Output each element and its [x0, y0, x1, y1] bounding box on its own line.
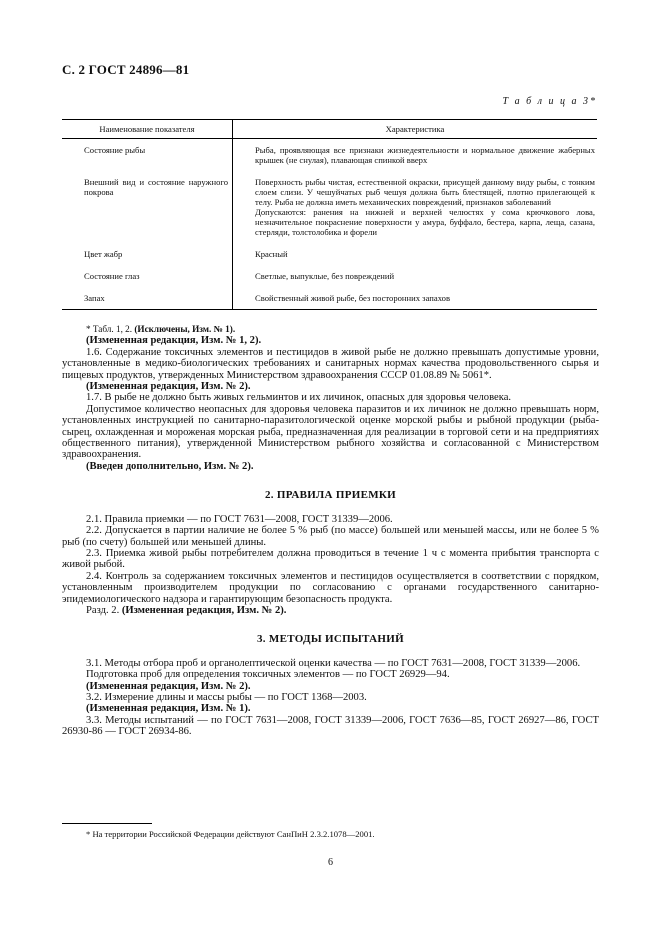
- amendment-note: (Измененная редакция, Изм. № 1, 2).: [86, 335, 262, 347]
- paragraph-2-1: 2.1. Правила приемки — по ГОСТ 7631—2008, ГОСТ 31339—2006.: [86, 513, 393, 525]
- section-2-note: Разд. 2. (Измененная редакция, Изм. № 2).: [86, 604, 287, 616]
- row-characteristic: Красный: [255, 249, 288, 259]
- document-body: [62, 324, 599, 738]
- paragraph-3-3: 3.3. Методы испытаний — по ГОСТ 7631—2008, ГОСТ 31339—2006, ГОСТ 7636—85, ГОСТ 26927—86, ГОСТ 26930-86 — ГОСТ 26934-86.: [62, 714, 599, 738]
- table-header-row: [62, 120, 597, 139]
- amendment-note: (Измененная редакция, Изм. № 2).: [86, 381, 251, 393]
- paragraph-2-2: 2.2. Допускается в партии наличие не более 5 % рыб (по массе) большей или меньшей массы, или не более 5 % рыб (по счету) большей или меньшей длины.: [62, 525, 599, 548]
- paragraph-1-7: 1.7. В рыбе не должно быть живых гельминтов и их личинок, опасных для здоровья человека.: [86, 392, 512, 404]
- row-indicator: Внешний вид и состояние наружного покрова: [84, 177, 228, 197]
- row-characteristic-allowed: Допускаются: ранения на нижней и верхней челюстях у сома крючкового лова, незначительное покраснение поверхности у амура, буффало, бестера, карпа, леща, сазана, стерляди, толстолобика и форели: [255, 207, 595, 237]
- row-characteristic: Светлые, выпуклые, без повреждений: [255, 271, 395, 281]
- table-row: [62, 177, 597, 249]
- section-2-title: 2. ПРАВИЛА ПРИЕМКИ: [264, 489, 397, 502]
- row-indicator: Цвет жабр: [84, 249, 123, 259]
- row-indicator: Состояние глаз: [84, 271, 140, 281]
- footnote-divider: [62, 823, 152, 824]
- table-note: * Табл. 1, 2. (Исключены, Изм. № 1).: [86, 324, 236, 334]
- column-header-characteristic: Характеристика: [233, 120, 598, 139]
- row-indicator: Состояние рыбы: [84, 145, 146, 155]
- row-characteristic: Рыба, проявляющая все признаки жизнедеятельности и нормальное движение жаберных крышек (не снулая), плавающая спинкой вверх: [255, 145, 595, 165]
- paragraph-3-1-cont: Подготовка проб для определения токсичных элементов — по ГОСТ 26929—94.: [86, 669, 450, 681]
- footnote: * На территории Российской Федерации действуют СанПиН 2.3.2.1078—2001.: [86, 829, 375, 839]
- introduced-note: (Введен дополнительно, Изм. № 2).: [86, 460, 254, 472]
- paragraph-2-3: 2.3. Приемка живой рыбы потребителем должна проводиться в течение 1 ч с момента прибытия транспорта с живой рыбой.: [62, 547, 599, 571]
- table-row: [62, 249, 597, 271]
- section-3-title: 3. МЕТОДЫ ИСПЫТАНИЙ: [257, 633, 404, 646]
- page-number: 6: [328, 857, 333, 868]
- table-row: [62, 293, 597, 310]
- table-row: [62, 139, 597, 178]
- column-header-indicator: Наименование показателя: [62, 120, 233, 139]
- table-caption: Т а б л и ц а 3*: [502, 96, 597, 107]
- paragraph-2-4: 2.4. Контроль за содержанием токсичных элементов и пестицидов осуществляется в соответствии с порядком, установленным производителем продукции по согласованию с органами государственного санитарно-эпидемиологического надзора и гарантирующим безопасность продукта.: [62, 570, 599, 605]
- paragraph-1-6: 1.6. Содержание токсичных элементов и пестицидов в живой рыбе не должно превышать допустимые уровни, установленные в медико-биологических требованиях и санитарных нормах качества продовольственного сырья и пищевых продуктов, утвержденных Министерством здравоохранения СССР 01.08.89 № 5061*.: [62, 346, 599, 381]
- page-header: С. 2 ГОСТ 24896—81: [62, 62, 190, 77]
- paragraph-1-7-cont: Допустимое количество неопасных для здоровья человека паразитов и их личинок не должно превышать норм, установленных инструкцией по санитарно-паразитологической оценке морской рыбы и рыбной продукции (рыба-сырец, охлажденная и мороженая морская рыба, предназначенная для реализации в торговой сети и на предприятиях общественного питания), утвержденной Министерством рыбного хозяйства и согласованной с Министерством здравоохранения.: [62, 403, 599, 461]
- amendment-note: (Измененная редакция, Изм. № 1).: [86, 703, 251, 715]
- row-characteristic: Свойственный живой рыбе, без посторонних запахов: [233, 293, 598, 310]
- amendment-note: (Измененная редакция, Изм. № 2).: [86, 680, 251, 692]
- paragraph-3-1: 3.1. Методы отбора проб и органолептической оценки качества — по ГОСТ 7631—2008, ГОСТ 31339—2006.: [86, 657, 581, 669]
- quality-table: [62, 119, 597, 310]
- table-row: [62, 271, 597, 293]
- row-indicator: Запах: [84, 293, 105, 303]
- paragraph-3-2: 3.2. Измерение длины и массы рыбы — по ГОСТ 1368—2003.: [86, 691, 367, 703]
- row-characteristic: Поверхность рыбы чистая, естественной окраски, присущей данному виду рыбы, с тонким слоем слизи. У чешуйчатых рыб чешуя должна быть блестящей, плотно прилегающей к телу. Рыба не должна иметь механических повреждений, признаков заболеваний: [255, 177, 595, 207]
